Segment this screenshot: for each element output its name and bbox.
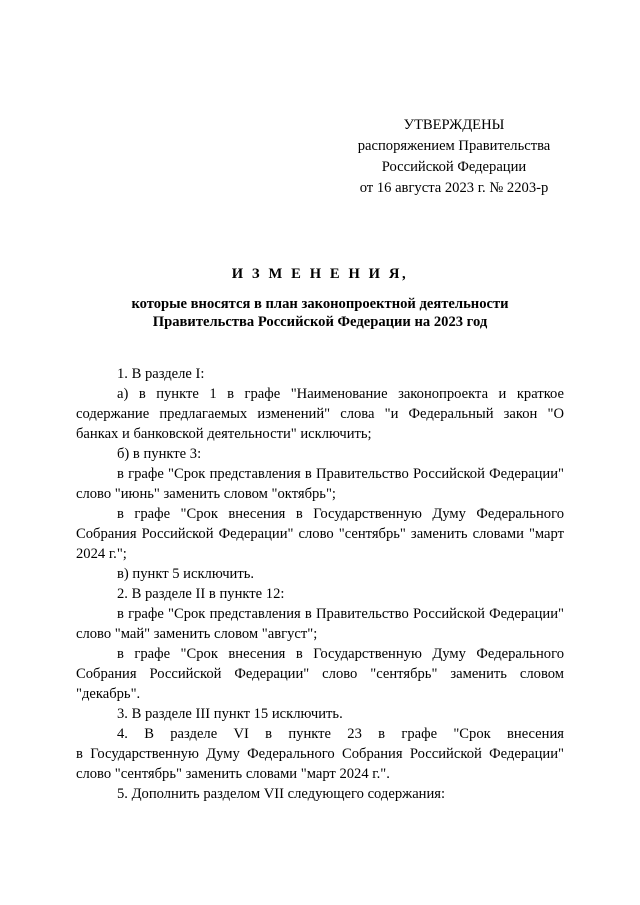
paragraph: 2. В разделе II в пункте 12:: [117, 586, 285, 602]
paragraph: в графе "Срок представления в Правительство Российской Федерации" слово "май" заменить словом "август";: [76, 606, 564, 642]
title-main: И З М Е Н Е Н И Я,: [231, 266, 409, 282]
paragraph: 5. Дополнить разделом VII следующего содержания:: [117, 786, 446, 802]
approval-stamp: [336, 115, 572, 199]
title-subtitle-line: Правительства Российской Федерации на 2023 год: [152, 314, 488, 330]
paragraph-line: в Государственную Думу Федерального Собрания Российской Федерации": [76, 746, 564, 762]
paragraph: а) в пункте 1 в графе "Наименование законопроекта и краткое содержание предлагаемых изменений" слова "и Федеральный закон "О банках и банковской деятельности" исключить;: [76, 386, 564, 442]
approval-heading: УТВЕРЖДЕНЫ: [403, 117, 505, 133]
approval-line: Российской Федерации: [381, 159, 527, 175]
paragraph-line: 4. В разделе VI в пункте 23 в графе "Срок внесения: [117, 726, 564, 742]
document-body: [76, 364, 564, 804]
approval-date-number: от 16 августа 2023 г. № 2203-р: [359, 180, 549, 196]
paragraph: 1. В разделе I:: [117, 366, 205, 382]
paragraph: 3. В разделе III пункт 15 исключить.: [117, 706, 343, 722]
paragraph-line: слово "сентябрь" заменить словами "март 2024 г.".: [76, 766, 390, 782]
title-subtitle-line: которые вносятся в план законопроектной деятельности: [131, 296, 509, 312]
paragraph: б) в пункте 3:: [117, 446, 202, 462]
paragraph: в) пункт 5 исключить.: [117, 566, 255, 582]
paragraph: в графе "Срок внесения в Государственную Думу Федерального Собрания Российской Федерации" слово "сентябрь" заменить словами "март 2024 г.";: [76, 506, 564, 562]
document-title: [0, 264, 640, 331]
paragraph: в графе "Срок представления в Правительство Российской Федерации" слово "июнь" заменить словом "октябрь";: [76, 466, 564, 502]
approval-line: распоряжением Правительства: [357, 138, 551, 154]
paragraph: в графе "Срок внесения в Государственную Думу Федерального Собрания Российской Федерации" слово "сентябрь" заменить словом "декабрь".: [76, 646, 564, 702]
